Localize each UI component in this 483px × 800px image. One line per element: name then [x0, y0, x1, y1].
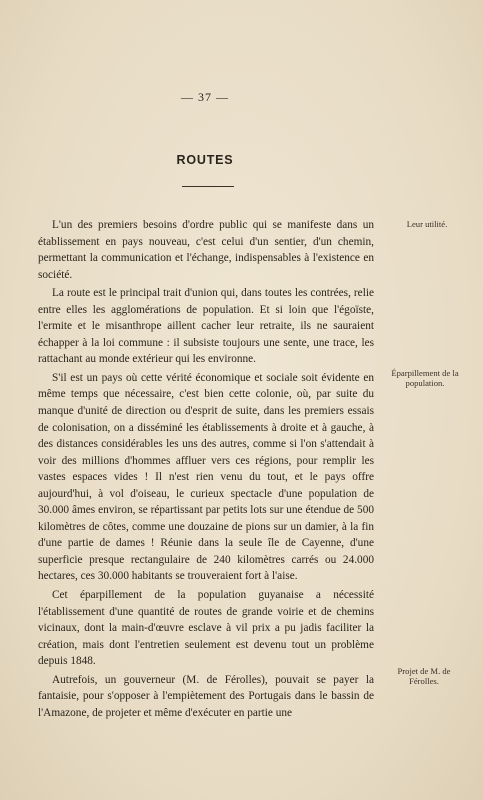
margin-note-utility: Leur utilité. [406, 219, 448, 229]
paragraph: L'un des premiers besoins d'ordre public qui se manifeste dans un établissement en pays nouveau, c'est celui d'un sentier, d'un chemin, permettant la communication et l'échange, indispensables à l'existence en société. [38, 219, 374, 281]
heading-rule [182, 186, 234, 187]
paragraph: S'il est un pays où cette vérité économique et sociale soit évidente en même temps que nécessaire, c'est bien cette colonie, où, par suite du manque d'unité de direction ou d'esprit de suite, dans les premiers essais de colonisation, on a disséminé les établissements à droite et à gauche, à des distances considérables les uns des autres, comme si l'on s'attendait à voir des millions d'hommes affluer vers ces régions, pour remplir les vastes espaces vides ! Il n'est rien venu du tout, et le pays offre aujourd'hui, à vol d'oiseau, le curieux spectacle d'une population de 30.000 âmes environ, se répartissant par petits lots sur une étendue de 500 kilomètres de côtes, comme une douzaine de pions sur un damier, à la fin d'une partie de dames ! Réunie dans la seule île de Cayenne, d'une superficie presque rectangulaire de 240 kilomètres carrés ou 24.000 hectares, ces 30.000 habitants se trouveraient fort à l'aise. [38, 371, 374, 583]
paragraph: Cet éparpillement de la population guyanaise a nécessité l'établissement d'une quantité de routes de grande voirie et de chemins vicinaux, dont la main-d'œuvre esclave à vil prix a pu jadis faciliter la création, mais dont l'entretien seulement est devenu tout un problème depuis 1848. [38, 589, 374, 668]
margin-note-ferolles: Projet de M. de Férolles. [397, 666, 451, 686]
page-number: — 37 — [181, 90, 229, 104]
paragraph: La route est le principal trait d'union qui, dans toutes les contrées, relie entre elles les agglomérations de population. Et si loin que l'égoïste, l'ermite et le misanthrope aillent cacher leur retraite, ils ne sauraient échapper à la loi commune : il subsiste toujours une sente, une trace, les rattachant au monde extérieur qui les environne. [38, 287, 374, 366]
body-text [38, 217, 374, 723]
margin-note-dispersal: Éparpillement de la population. [391, 368, 459, 388]
section-heading: ROUTES [176, 153, 234, 167]
paragraph: Autrefois, un gouverneur (M. de Férolles), pouvait se payer la fantaisie, pour s'opposer à l'empiètement des Portugais dans le bassin de l'Amazone, de projeter et même d'exécuter en partie une [38, 673, 374, 719]
